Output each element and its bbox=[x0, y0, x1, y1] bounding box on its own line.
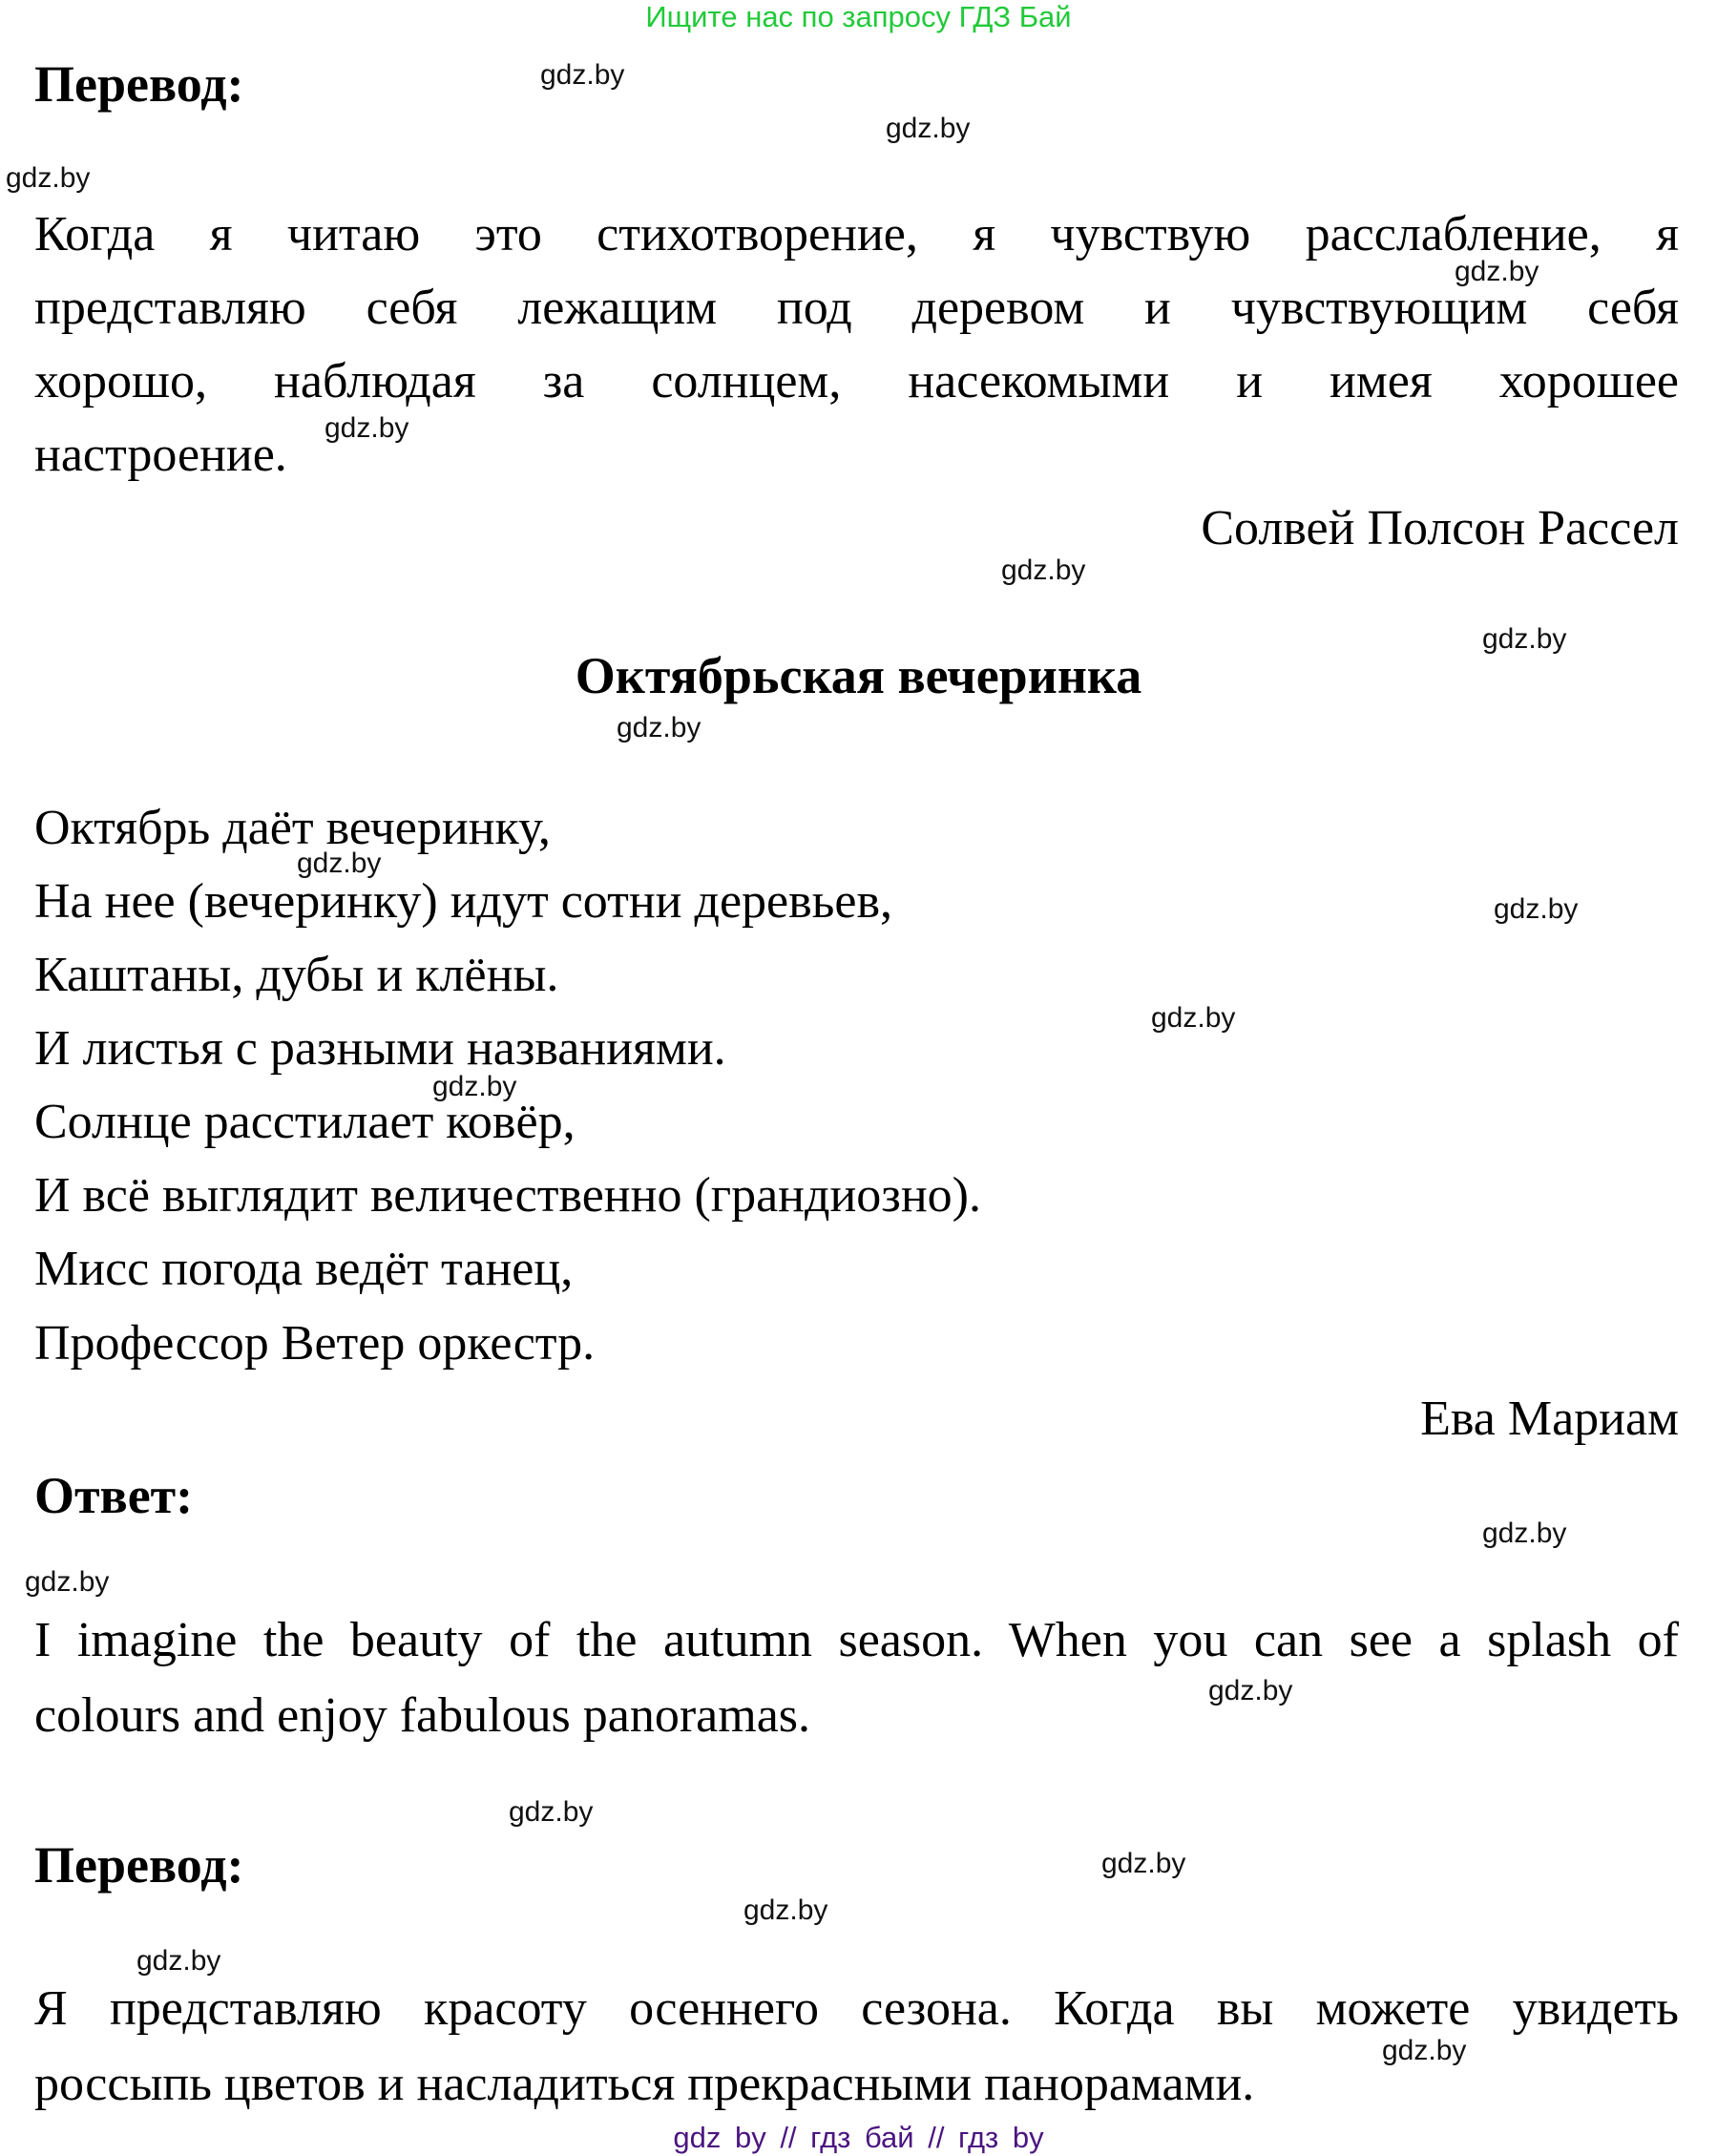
footer-site-links: gdz by // гдз бай // гдз by bbox=[673, 2121, 1044, 2154]
search-hint-banner: Ищите нас по запросу ГДЗ Бай bbox=[645, 0, 1072, 33]
watermark: gdz.by bbox=[297, 848, 382, 879]
watermark: gdz.by bbox=[1482, 623, 1567, 655]
paragraph-line: Когда я читаю это стихотворение, я чувствую расслабление, я bbox=[34, 207, 1679, 262]
paragraph-line: хорошо, наблюдая за солнцем, насекомыми и имея хорошее bbox=[34, 354, 1679, 408]
watermark: gdz.by bbox=[25, 1566, 110, 1598]
poem-line: Солнце расстилает ковёр, bbox=[34, 1095, 576, 1149]
poem-author: Солвей Полсон Рассел bbox=[1201, 501, 1679, 555]
paragraph-line: представляю себя лежащим под деревом и чувствующим себя bbox=[34, 281, 1679, 335]
section-heading-answer: Ответ: bbox=[34, 1467, 194, 1524]
answer-line: colours and enjoy fabulous panoramas. bbox=[34, 1688, 811, 1743]
answer-line: I imagine the beauty of the autumn season. When you can see a splash of bbox=[34, 1613, 1679, 1667]
poem-line: И листья с разными названиями. bbox=[34, 1021, 726, 1076]
poem-line: Профессор Ветер оркестр. bbox=[34, 1316, 596, 1371]
watermark: gdz.by bbox=[617, 712, 701, 743]
watermark: gdz.by bbox=[432, 1071, 517, 1102]
watermark: gdz.by bbox=[1208, 1675, 1293, 1706]
watermark: gdz.by bbox=[6, 162, 91, 194]
translation-line: Я представляю красоту осеннего сезона. Когда вы можете увидеть bbox=[34, 1981, 1679, 2036]
watermark: gdz.by bbox=[509, 1796, 594, 1828]
watermark: gdz.by bbox=[886, 113, 971, 144]
poem-title: Октябрьская вечеринка bbox=[575, 647, 1142, 704]
translation-line: россыпь цветов и насладиться прекрасными панорамами. bbox=[34, 2057, 1255, 2111]
watermark: gdz.by bbox=[1494, 893, 1579, 925]
watermark: gdz.by bbox=[1151, 1002, 1236, 1034]
poem-line: Октябрь даёт вечеринку, bbox=[34, 801, 551, 855]
poem-line: Мисс погода ведёт танец, bbox=[34, 1242, 574, 1296]
watermark: gdz.by bbox=[325, 412, 409, 444]
watermark: gdz.by bbox=[1101, 1848, 1186, 1879]
section-heading-translation: Перевод: bbox=[34, 55, 244, 113]
section-heading-translation: Перевод: bbox=[34, 1836, 244, 1894]
watermark: gdz.by bbox=[540, 59, 625, 91]
watermark: gdz.by bbox=[1482, 1518, 1567, 1549]
watermark: gdz.by bbox=[136, 1945, 221, 1977]
watermark: gdz.by bbox=[743, 1894, 828, 1926]
watermark: gdz.by bbox=[1382, 2035, 1467, 2066]
watermark: gdz.by bbox=[1455, 256, 1539, 287]
watermark: gdz.by bbox=[1001, 555, 1086, 586]
poem-line: Каштаны, дубы и клёны. bbox=[34, 948, 559, 1002]
poem-line: На нее (вечеринку) идут сотни деревьев, bbox=[34, 874, 893, 929]
paragraph-line: настроение. bbox=[34, 428, 287, 482]
poem-line: И всё выглядит величественно (грандиозно). bbox=[34, 1168, 981, 1223]
poem-author: Ева Мариам bbox=[1420, 1392, 1679, 1446]
